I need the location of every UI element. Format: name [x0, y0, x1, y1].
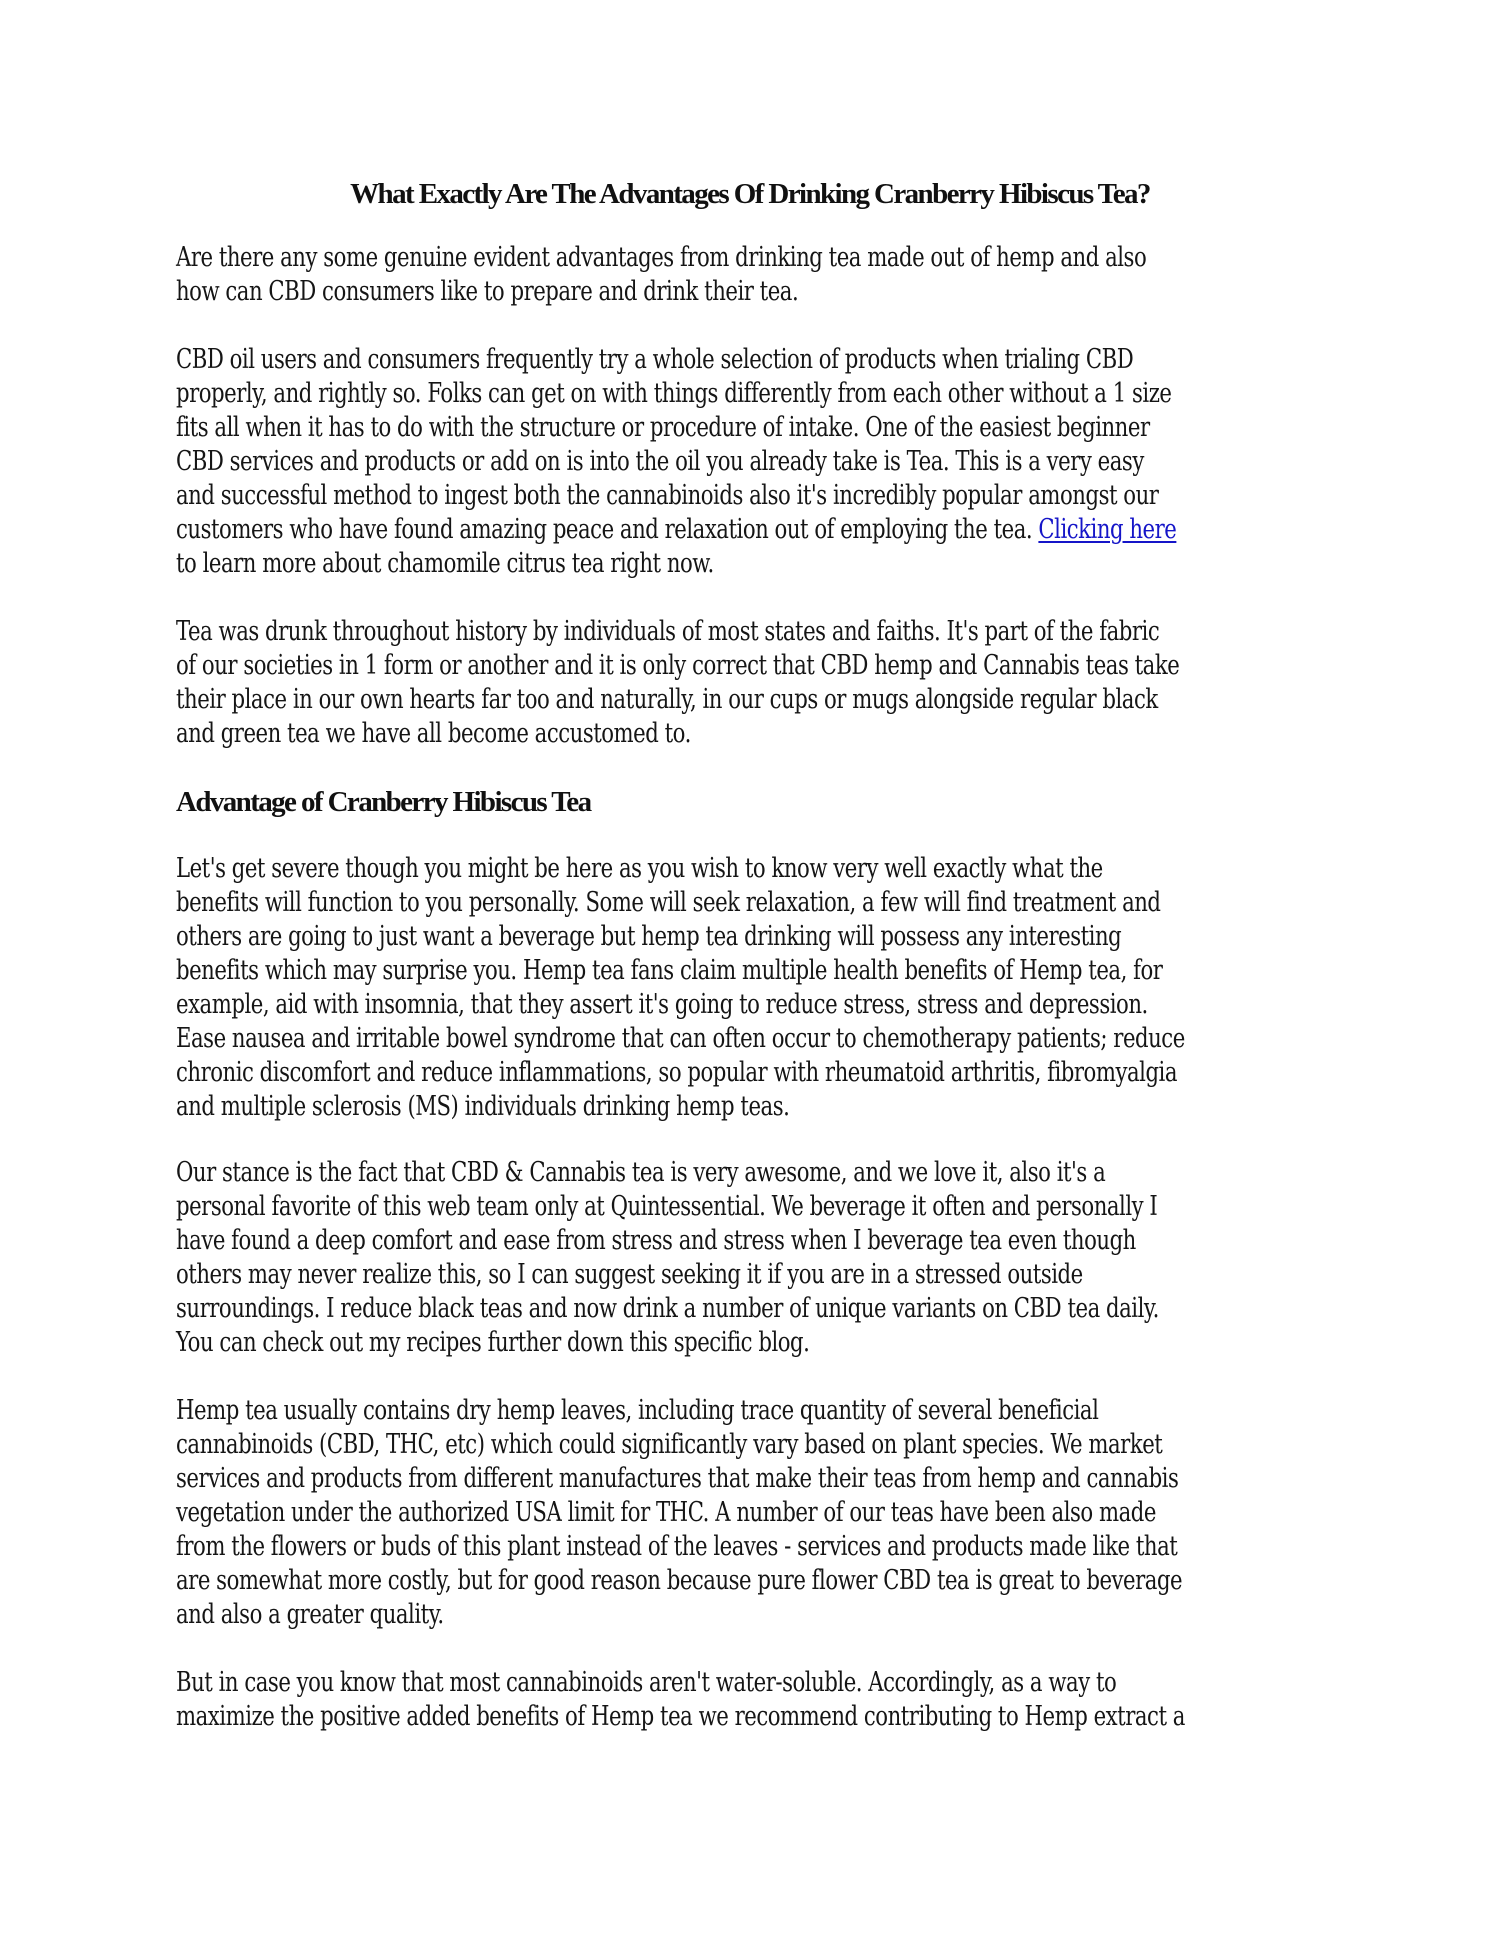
paragraph-line: cannabinoids (CBD, THC, etc) which could significantly vary based on plant species. We market [176, 1429, 1163, 1460]
paragraph-line: Let's get severe though you might be here as you wish to know very well exactly what the [176, 853, 1103, 884]
paragraph-line: and successful method to ingest both the cannabinoids also it's incredibly popular amongst our [176, 480, 1159, 511]
cbd-oil-paragraph [176, 343, 1336, 581]
document-title: What Exactly Are The Advantages Of Drinking Cranberry Hibiscus Tea? [350, 178, 1150, 210]
paragraph-line: others are going to just want a beverage but hemp tea drinking will possess any interesting [176, 921, 1122, 952]
paragraph-line: chronic discomfort and reduce inflammations, so popular with rheumatoid arthritis, fibromyalgia [176, 1057, 1178, 1088]
paragraph-line: and green tea we have all become accustomed to. [176, 718, 691, 749]
paragraph-line: CBD services and products or add on is into the oil you already take is Tea. This is a very easy [176, 446, 1144, 477]
paragraph-line: Tea was drunk throughout history by individuals of most states and faiths. It's part of the fabric [176, 616, 1160, 647]
paragraph-line: and also a greater quality. [176, 1599, 444, 1630]
section-heading: Advantage of Cranberry Hibiscus Tea [176, 786, 591, 818]
paragraph-line: personal favorite of this web team only at Quintessential. We beverage it often and personally I [176, 1191, 1158, 1222]
paragraph-line: to learn more about chamomile citrus tea right now. [176, 548, 714, 579]
paragraph-line: benefits will function to you personally. Some will seek relaxation, a few will find treatment and [176, 887, 1161, 918]
paragraph-line-text: customers who have found amazing peace and relaxation out of employing the tea. [176, 514, 1039, 545]
paragraph-line: Ease nausea and irritable bowel syndrome that can often occur to chemotherapy patients; reduce [176, 1023, 1185, 1054]
paragraph-line: vegetation under the authorized USA limit for THC. A number of our teas have been also made [176, 1497, 1156, 1528]
paragraph-line: benefits which may surprise you. Hemp tea fans claim multiple health benefits of Hemp tea, for [176, 955, 1163, 986]
benefits-paragraph [176, 852, 1336, 1124]
paragraph-line: others may never realize this, so I can suggest seeking it if you are in a stressed outside [176, 1259, 1083, 1290]
paragraph-line: surroundings. I reduce black teas and now drink a number of unique variants on CBD tea daily. [176, 1293, 1159, 1324]
paragraph-line: Our stance is the fact that CBD & Cannabis tea is very awesome, and we love it, also it's a [176, 1157, 1106, 1188]
tea-history-paragraph [176, 615, 1336, 751]
intro-paragraph [176, 241, 1336, 309]
clicking-here-link[interactable]: Clicking here [1038, 514, 1177, 545]
paragraph-line: You can check out my recipes further down this specific blog. [176, 1327, 810, 1358]
paragraph-line: of our societies in 1 form or another and it is only correct that CBD hemp and Cannabis teas take [176, 650, 1180, 681]
paragraph-line: are somewhat more costly, but for good reason because pure flower CBD tea is great to beverage [176, 1565, 1183, 1596]
stance-paragraph [176, 1156, 1336, 1360]
paragraph-line: fits all when it has to do with the structure or procedure of intake. One of the easiest beginner [176, 412, 1150, 443]
paragraph-line: CBD oil users and consumers frequently try a whole selection of products when trialing CBD [176, 344, 1134, 375]
paragraph-line-with-link [176, 513, 1177, 547]
paragraph-line: their place in our own hearts far too and naturally, in our cups or mugs alongside regular black [176, 684, 1158, 715]
paragraph-line: Are there any some genuine evident advantages from drinking tea made out of hemp and also [176, 242, 1147, 273]
paragraph-line: services and products from different manufactures that make their teas from hemp and cannabis [176, 1463, 1179, 1494]
hemp-tea-contents-paragraph [176, 1394, 1336, 1632]
paragraph-line: properly, and rightly so. Folks can get on with things differently from each other without a 1 size [176, 378, 1172, 409]
paragraph-line: example, aid with insomnia, that they assert it's going to reduce stress, stress and depression. [176, 989, 1148, 1020]
paragraph-line: But in case you know that most cannabinoids aren't water-soluble. Accordingly, as a way to [176, 1667, 1117, 1698]
paragraph-line: from the flowers or buds of this plant instead of the leaves - services and products made like that [176, 1531, 1178, 1562]
water-soluble-paragraph [176, 1666, 1336, 1734]
paragraph-line: Hemp tea usually contains dry hemp leaves, including trace quantity of several beneficial [176, 1395, 1099, 1426]
paragraph-line: maximize the positive added benefits of Hemp tea we recommend contributing to Hemp extract a [176, 1701, 1185, 1732]
paragraph-line: have found a deep comfort and ease from stress and stress when I beverage tea even though [176, 1225, 1136, 1256]
paragraph-line: and multiple sclerosis (MS) individuals drinking hemp teas. [176, 1091, 790, 1122]
paragraph-line: how can CBD consumers like to prepare and drink their tea. [176, 276, 799, 307]
